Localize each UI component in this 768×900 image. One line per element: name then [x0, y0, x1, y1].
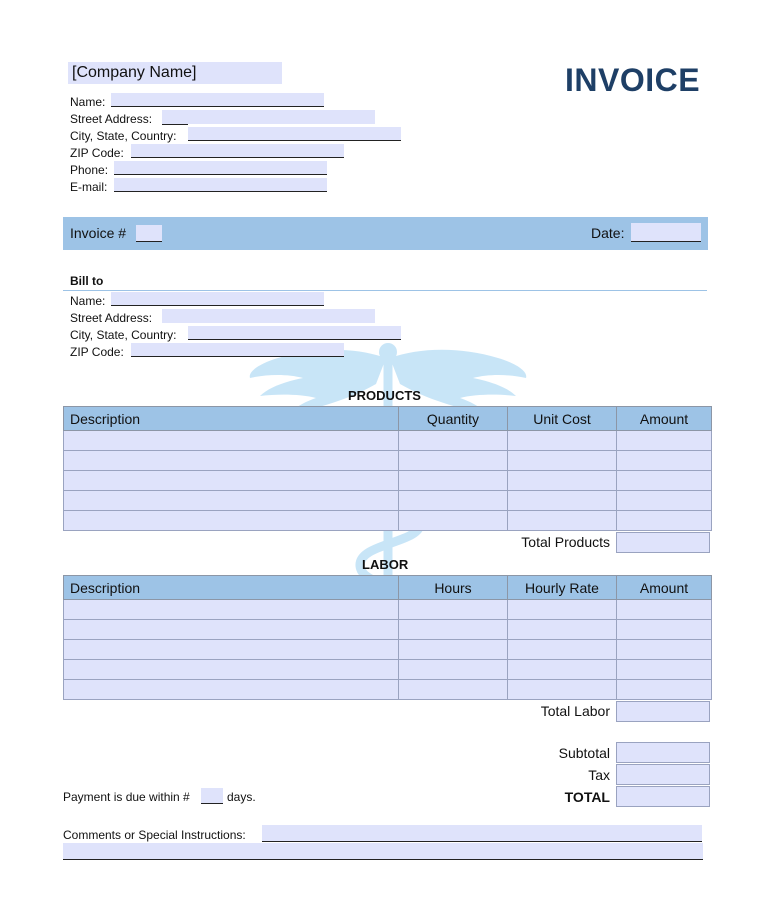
products-cell-description[interactable] [64, 451, 399, 471]
bill-street-input[interactable] [162, 309, 375, 323]
products-cell-col2[interactable] [399, 491, 508, 511]
invoice-number-input[interactable] [136, 225, 162, 242]
labor-cell-col2[interactable] [399, 680, 508, 700]
labor-cell-amount[interactable] [617, 620, 712, 640]
labor-row [64, 640, 712, 660]
products-cell-amount[interactable] [617, 471, 712, 491]
bill-city-label: City, State, Country: [70, 328, 177, 342]
products-cell-amount[interactable] [617, 431, 712, 451]
labor-header-row [64, 576, 712, 600]
products-cell-description[interactable] [64, 431, 399, 451]
labor-table [63, 575, 712, 700]
sender-phone-input[interactable] [114, 161, 327, 175]
labor-cell-col2[interactable] [399, 600, 508, 620]
sender-email-input[interactable] [114, 178, 327, 192]
labor-cell-col2[interactable] [399, 620, 508, 640]
products-row [64, 511, 712, 531]
total-label: TOTAL [564, 789, 610, 805]
total-input[interactable] [616, 786, 710, 807]
products-col-unit-cost: Unit Cost [508, 407, 617, 431]
labor-row [64, 680, 712, 700]
sender-email-label: E-mail: [70, 180, 108, 194]
products-header-row [64, 407, 712, 431]
labor-cell-description[interactable] [64, 600, 399, 620]
sender-phone-label: Phone: [70, 163, 109, 177]
total-labor-label: Total Labor [540, 703, 610, 719]
products-row [64, 491, 712, 511]
sender-name-label: Name: [70, 95, 106, 109]
labor-heading: LABOR [362, 557, 409, 572]
labor-cell-col2[interactable] [399, 640, 508, 660]
bill-zip-label: ZIP Code: [70, 345, 124, 359]
total-labor-input[interactable] [616, 701, 710, 722]
bill-name-input[interactable] [111, 292, 324, 306]
products-row [64, 451, 712, 471]
bill-street-label: Street Address: [70, 311, 153, 325]
products-cell-col3[interactable] [508, 431, 617, 451]
products-cell-amount[interactable] [617, 451, 712, 471]
labor-row [64, 620, 712, 640]
sender-street-underline [162, 124, 188, 125]
labor-row [64, 660, 712, 680]
bill-to-heading: Bill to [70, 274, 104, 288]
labor-cell-amount[interactable] [617, 640, 712, 660]
labor-cell-col3[interactable] [508, 600, 617, 620]
products-cell-col2[interactable] [399, 511, 508, 531]
products-table [63, 406, 712, 531]
sender-zip-label: ZIP Code: [70, 146, 124, 160]
labor-cell-col2[interactable] [399, 660, 508, 680]
tax-input[interactable] [616, 764, 710, 785]
bill-name-label: Name: [70, 294, 106, 308]
sender-name-input[interactable] [111, 93, 324, 107]
labor-col-hourly-rate: Hourly Rate [508, 576, 617, 600]
products-cell-col2[interactable] [399, 451, 508, 471]
products-col-quantity: Quantity [399, 407, 508, 431]
labor-cell-description[interactable] [64, 680, 399, 700]
total-products-input[interactable] [616, 532, 710, 553]
labor-row [64, 600, 712, 620]
products-cell-col3[interactable] [508, 511, 617, 531]
products-cell-description[interactable] [64, 471, 399, 491]
total-products-label: Total Products [521, 534, 610, 550]
products-cell-col3[interactable] [508, 491, 617, 511]
products-row [64, 431, 712, 451]
payment-prefix: Payment is due within # [63, 790, 190, 804]
invoice-number-label: Invoice # [70, 225, 127, 241]
date-label: Date: [591, 225, 625, 241]
company-name-field[interactable]: [Company Name] [68, 62, 282, 84]
products-cell-col2[interactable] [399, 471, 508, 491]
comments-input-line-1[interactable] [262, 825, 702, 842]
products-cell-col3[interactable] [508, 471, 617, 491]
labor-cell-col3[interactable] [508, 620, 617, 640]
payment-suffix: days. [227, 790, 256, 804]
labor-cell-amount[interactable] [617, 600, 712, 620]
subtotal-label: Subtotal [558, 745, 610, 761]
sender-street-label: Street Address: [70, 112, 153, 126]
labor-cell-description[interactable] [64, 660, 399, 680]
bill-zip-input[interactable] [131, 343, 344, 357]
labor-cell-col3[interactable] [508, 660, 617, 680]
sender-street-input[interactable] [162, 110, 375, 124]
subtotal-input[interactable] [616, 742, 710, 763]
labor-cell-col3[interactable] [508, 640, 617, 660]
products-row [64, 471, 712, 491]
payment-days-input[interactable] [201, 788, 223, 804]
labor-cell-description[interactable] [64, 620, 399, 640]
labor-cell-description[interactable] [64, 640, 399, 660]
labor-col-description: Description [64, 576, 399, 600]
products-cell-amount[interactable] [617, 491, 712, 511]
bill-to-divider [63, 290, 707, 291]
tax-label: Tax [588, 767, 610, 783]
products-cell-col3[interactable] [508, 451, 617, 471]
sender-zip-input[interactable] [131, 144, 344, 158]
comments-label: Comments or Special Instructions: [63, 828, 246, 842]
sender-city-input[interactable] [188, 127, 401, 141]
sender-city-label: City, State, Country: [70, 129, 177, 143]
products-col-amount: Amount [617, 407, 712, 431]
labor-cell-col3[interactable] [508, 680, 617, 700]
products-cell-col2[interactable] [399, 431, 508, 451]
products-cell-amount[interactable] [617, 511, 712, 531]
labor-col-hours: Hours [399, 576, 508, 600]
labor-col-amount: Amount [617, 576, 712, 600]
bill-city-input[interactable] [188, 326, 401, 340]
date-input[interactable] [631, 223, 701, 242]
products-heading: PRODUCTS [348, 388, 421, 403]
labor-cell-amount[interactable] [617, 660, 712, 680]
products-col-description: Description [64, 407, 399, 431]
invoice-title: INVOICE [565, 62, 701, 98]
products-cell-description[interactable] [64, 491, 399, 511]
labor-cell-amount[interactable] [617, 680, 712, 700]
comments-input-line-2[interactable] [63, 843, 703, 860]
products-cell-description[interactable] [64, 511, 399, 531]
